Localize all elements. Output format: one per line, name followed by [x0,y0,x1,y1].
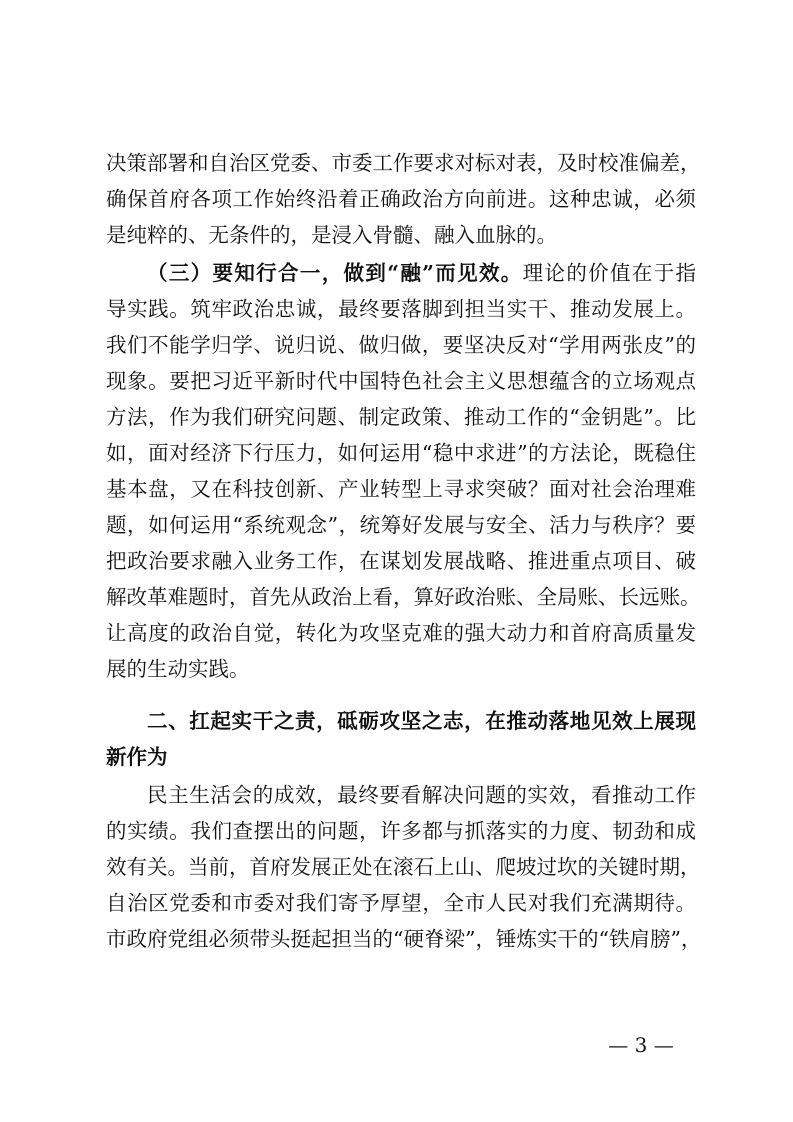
body-text-line: 市政府党组必须带头挺起担当的“硬脊梁”，锤炼实干的“铁肩膀”， [106,927,702,951]
body-text-line: 效有关。当前，首府发展正处在滚石上山、爬坡过坎的关键时期， [106,855,701,879]
body-text-line: 确保首府各项工作始终沿着正确政治方向前进。这种忠诚，必须 [106,187,696,211]
body-text-line: 民主生活会的成效，最终要看解决问题的实效，看推动工作 [147,783,696,807]
page-number: — 3 — [608,1033,674,1057]
body-text-line: 让高度的政治自觉，转化为攻坚克难的强大动力和首府高质量发 [106,621,696,645]
body-text-line: 基本盘，又在科技创新、产业转型上寻求突破？面对社会治理难 [106,477,696,501]
body-text-line: 展的生动实践。 [106,657,250,681]
body-text-line: 的实绩。我们查摆出的问题，许多都与抓落实的力度、韧劲和成 [106,819,696,843]
body-text-line: 如，面对经济下行压力，如何运用“稳中求进”的方法论，既稳住 [106,441,696,465]
section-heading-line: 二、扛起实干之责，砥砺攻坚之志，在推动落地见效上展现 [147,709,696,733]
subsection-lead-line [147,256,696,290]
body-text-line: 我们不能学归学、说归说、做归做，要坚决反对“学用两张皮”的 [106,333,696,357]
body-text-line: 方法，作为我们研究问题、制定政策、推动工作的“金钥匙”。比 [106,405,696,429]
subsection-title: （三）要知行合一，做到“融”而见效。 [147,261,523,285]
body-text-line: 题，如何运用“系统观念”，统筹好发展与安全、活力与秩序？要 [106,513,696,537]
body-text-line: 自治区党委和市委对我们寄予厚望，全市人民对我们充满期待。 [106,891,696,915]
body-text-line: 导实践。筑牢政治忠诚，最终要落脚到担当实干、推动发展上。 [106,297,696,321]
body-text-line: 把政治要求融入业务工作，在谋划发展战略、推进重点项目、破 [106,549,696,573]
body-text-line: 解改革难题时，首先从政治上看，算好政治账、全局账、长远账。 [106,585,701,609]
body-text-line: 决策部署和自治区党委、市委工作要求对标对表，及时校准偏差， [106,151,701,175]
body-text-fragment: 理论的价值在于指 [522,261,696,285]
body-text-line: 是纯粹的、无条件的，是浸入骨髓、融入血脉的。 [106,223,557,247]
section-heading-line: 新作为 [106,745,168,769]
body-text-line: 现象。要把习近平新时代中国特色社会主义思想蕴含的立场观点 [106,369,696,393]
